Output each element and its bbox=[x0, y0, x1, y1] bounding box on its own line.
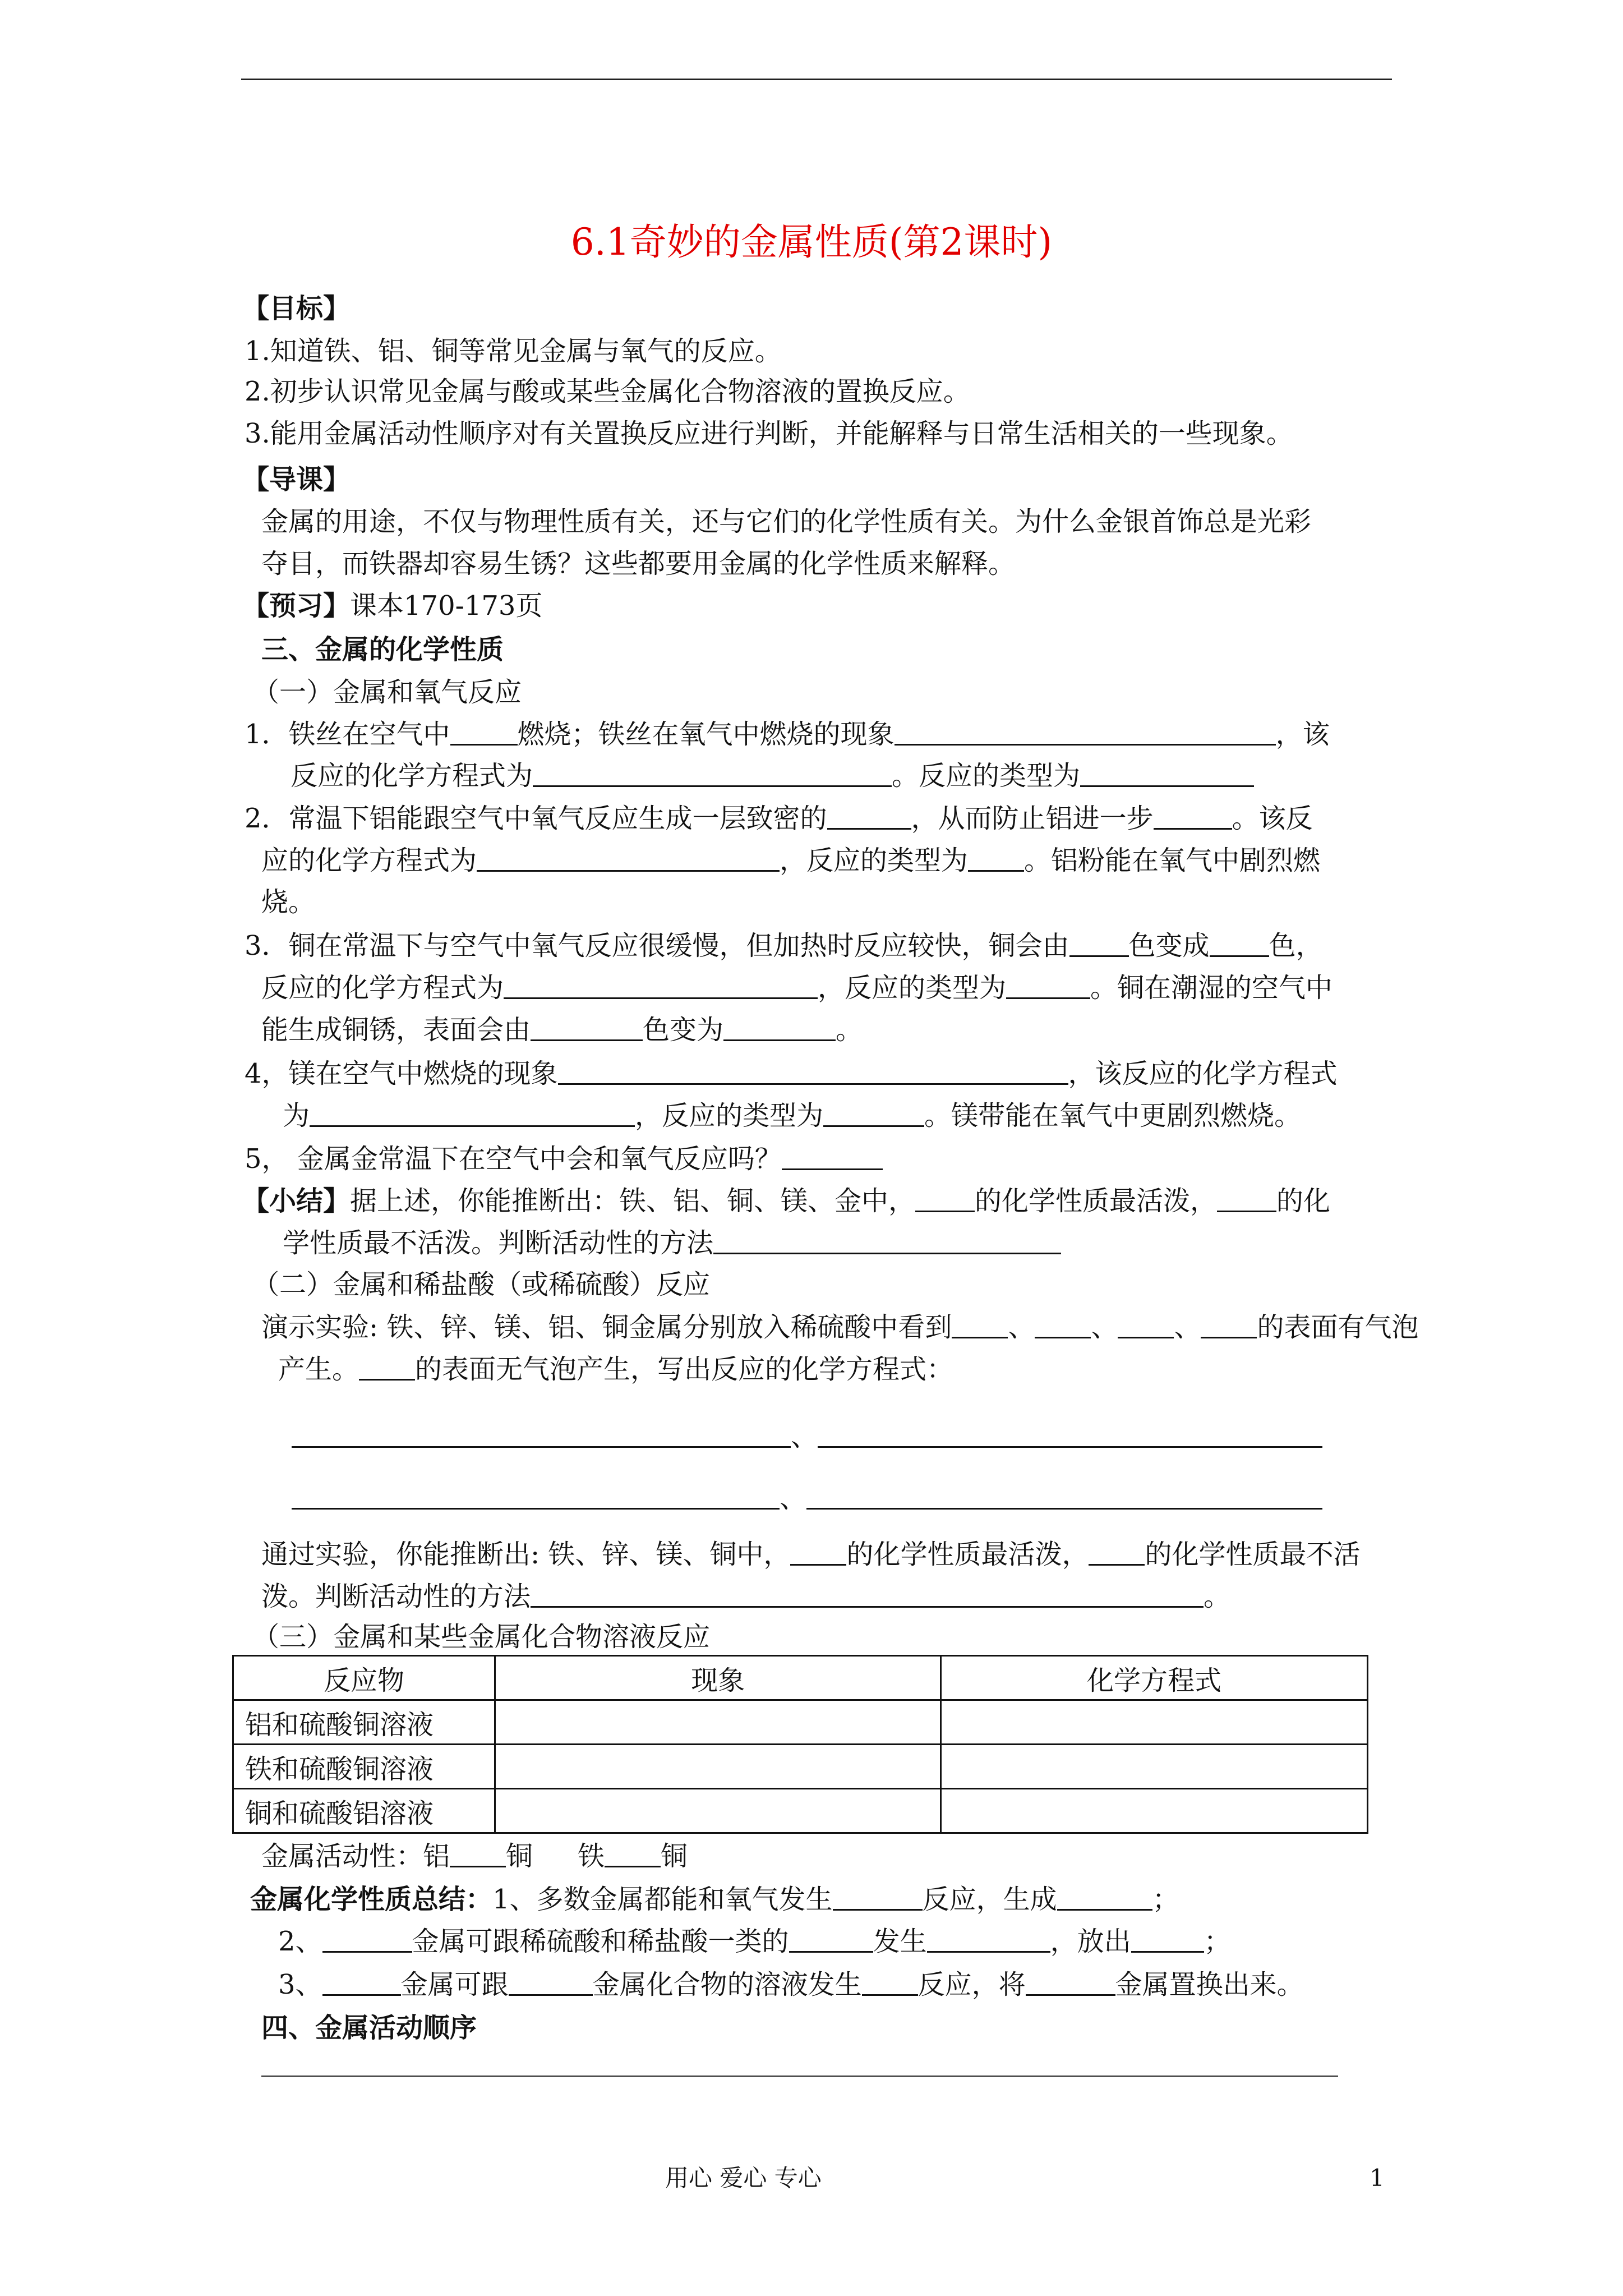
q1-line2: 反应的化学方程式为 。反应的类型为 bbox=[291, 758, 1254, 793]
q4-line2: 为 ，反应的类型为 。镁带能在氧气中更剧烈燃烧。 bbox=[283, 1098, 1301, 1133]
fill-blank[interactable] bbox=[504, 970, 818, 999]
fill-blank[interactable] bbox=[1026, 1967, 1115, 1996]
page-title: 6.1奇妙的金属性质(第2课时) bbox=[570, 220, 1053, 264]
fill-blank[interactable] bbox=[1201, 1310, 1257, 1338]
fill-blank[interactable] bbox=[359, 1352, 415, 1381]
fill-blank[interactable] bbox=[477, 843, 780, 872]
footer-rule bbox=[261, 2076, 1338, 2077]
fill-blank[interactable] bbox=[531, 1013, 643, 1041]
fill-blank[interactable] bbox=[1069, 928, 1129, 957]
goals-heading: 【目标】 bbox=[242, 293, 351, 324]
table-row bbox=[233, 1745, 1368, 1789]
preview-text: 课本170-173页 bbox=[350, 590, 543, 622]
fill-blank[interactable] bbox=[1006, 970, 1090, 999]
fill-blank[interactable] bbox=[1089, 1537, 1145, 1566]
chem-summary-line1: 金属化学性质总结：1、多数金属都能和氧气发生 反应，生成 ； bbox=[250, 1882, 1179, 1916]
fill-blank[interactable] bbox=[833, 1882, 923, 1911]
header-rule bbox=[241, 79, 1392, 80]
fill-blank[interactable] bbox=[915, 1184, 975, 1212]
summary-heading: 【小结】 bbox=[242, 1185, 351, 1217]
goal-item: 1.知道铁、铝、铜等常见金属与氧气的反应。 bbox=[245, 335, 782, 367]
reactant-cell: 铁和硫酸铜溶液 bbox=[233, 1745, 495, 1789]
phenomenon-cell[interactable] bbox=[495, 1745, 941, 1789]
fill-blank[interactable] bbox=[1210, 928, 1269, 957]
goal-item: 2.初步认识常见金属与酸或某些金属化合物溶液的置换反应。 bbox=[245, 376, 970, 407]
fill-blank[interactable] bbox=[723, 1013, 836, 1041]
summary-line1: 【小结】据上述，你能推断出：铁、铝、铜、镁、金中， 的化学性质最活泼， 的化 bbox=[242, 1184, 1330, 1218]
fill-blank[interactable] bbox=[927, 1924, 1050, 1953]
q1-line1: 1．铁丝在空气中 燃烧；铁丝在氧气中燃烧的现象 ，该 bbox=[245, 717, 1330, 751]
part2-heading: （二）金属和稀盐酸（或稀硫酸）反应 bbox=[252, 1269, 711, 1300]
equation-row-2: 、 bbox=[292, 1481, 1322, 1515]
goal-item: 3.能用金属活动性顺序对有关置换反应进行判断，并能解释与日常生活相关的一些现象。 bbox=[245, 418, 1293, 449]
q3-line1: 3．铜在常温下与空气中氧气反应很缓慢，但加热时反应较快，铜会由 色变成 色， bbox=[245, 928, 1323, 963]
table-row bbox=[233, 1700, 1368, 1745]
fill-blank[interactable] bbox=[1057, 1882, 1152, 1911]
fill-blank[interactable] bbox=[789, 1924, 873, 1953]
equation-cell[interactable] bbox=[941, 1789, 1368, 1833]
fill-blank[interactable] bbox=[1131, 1924, 1204, 1953]
demo-line2: 产生。 的表面无气泡产生，写出反应的化学方程式： bbox=[278, 1352, 953, 1386]
fill-blank[interactable] bbox=[509, 1967, 593, 1996]
q5-line: 5， 金属金常温下在空气中会和氧气反应吗？ bbox=[245, 1142, 883, 1176]
fill-blank[interactable] bbox=[450, 717, 518, 746]
fill-blank[interactable] bbox=[1035, 1310, 1091, 1338]
fill-blank[interactable] bbox=[322, 1924, 412, 1953]
fill-blank[interactable] bbox=[1118, 1310, 1174, 1338]
part3-heading: （三）金属和某些金属化合物溶液反应 bbox=[252, 1621, 711, 1653]
reactant-cell: 铝和硫酸铜溶液 bbox=[233, 1700, 495, 1745]
table-header: 化学方程式 bbox=[941, 1656, 1368, 1700]
fill-blank[interactable] bbox=[790, 1537, 846, 1566]
equation-blank[interactable] bbox=[292, 1419, 791, 1448]
demo-line1: 演示实验: 铁、锌、镁、铝、铜金属分别放入稀硫酸中看到 、 、 、 的表面有气泡 bbox=[261, 1310, 1419, 1344]
equation-blank[interactable] bbox=[806, 1481, 1322, 1510]
equation-row-1: 、 bbox=[292, 1419, 1322, 1453]
footer-motto: 用心 爱心 专心 bbox=[665, 2164, 822, 2192]
fill-blank[interactable] bbox=[531, 1579, 1204, 1608]
fill-blank[interactable] bbox=[605, 1839, 661, 1867]
fill-blank[interactable] bbox=[713, 1226, 1061, 1254]
preview-line bbox=[242, 589, 542, 623]
equation-cell[interactable] bbox=[941, 1745, 1368, 1789]
conclusion-line2: 泼。判断活动性的方法 。 bbox=[261, 1579, 1230, 1613]
fill-blank[interactable] bbox=[782, 1142, 883, 1170]
equation-blank[interactable] bbox=[292, 1481, 780, 1510]
fill-blank[interactable] bbox=[823, 1098, 924, 1127]
fill-blank[interactable] bbox=[322, 1967, 401, 1996]
phenomenon-cell[interactable] bbox=[495, 1700, 941, 1745]
fill-blank[interactable] bbox=[862, 1967, 918, 1996]
table-header: 现象 bbox=[495, 1656, 941, 1700]
q4-line1: 4，镁在空气中燃烧的现象 ，该反应的化学方程式 bbox=[245, 1056, 1338, 1091]
activity-line: 金属活动性：铝 铜 铁 铜 bbox=[261, 1839, 688, 1873]
chem-summary-line2: 2、 金属可跟稀硫酸和稀盐酸一类的 发生 ，放出 ； bbox=[278, 1924, 1231, 1958]
equation-cell[interactable] bbox=[941, 1700, 1368, 1745]
fill-blank[interactable] bbox=[533, 758, 892, 787]
equation-blank[interactable] bbox=[818, 1419, 1322, 1448]
section3-heading: 三、金属的化学性质 bbox=[261, 634, 504, 665]
conclusion-line1: 通过实验，你能推断出: 铁、锌、镁、铜中， 的化学性质最活泼， 的化学性质最不活 bbox=[261, 1537, 1360, 1571]
summary-line2: 学性质最不活泼。判断活动性的方法 bbox=[283, 1226, 1061, 1260]
phenomenon-cell[interactable] bbox=[495, 1789, 941, 1833]
fill-blank[interactable] bbox=[952, 1310, 1008, 1338]
chem-summary-line3: 3、 金属可跟 金属化合物的溶液发生 反应，将 金属置换出来。 bbox=[278, 1967, 1304, 2001]
intro-line: 夺目，而铁器却容易生锈？这些都要用金属的化学性质来解释。 bbox=[261, 548, 1016, 579]
fill-blank[interactable] bbox=[1154, 801, 1232, 830]
reaction-table bbox=[232, 1655, 1368, 1834]
reactant-cell: 铜和硫酸铝溶液 bbox=[233, 1789, 495, 1833]
table-row bbox=[233, 1789, 1368, 1833]
fill-blank[interactable] bbox=[310, 1098, 635, 1127]
table-header-row bbox=[233, 1656, 1368, 1700]
fill-blank[interactable] bbox=[450, 1839, 506, 1867]
page-number: 1 bbox=[1370, 2164, 1385, 2192]
preview-heading: 【预习】 bbox=[242, 590, 351, 622]
intro-heading: 【导课】 bbox=[242, 464, 351, 495]
chem-summary-heading: 金属化学性质总结： bbox=[250, 1884, 493, 1915]
table-header: 反应物 bbox=[233, 1656, 495, 1700]
q2-line1: 2．常温下铝能跟空气中氧气反应生成一层致密的 ，从而防止铝进一步 。该反 bbox=[245, 801, 1313, 835]
section4-heading: 四、金属活动顺序 bbox=[261, 2012, 477, 2044]
q3-line2: 反应的化学方程式为 ，反应的类型为 。铜在潮湿的空气中 bbox=[261, 970, 1332, 1005]
fill-blank[interactable] bbox=[558, 1056, 1068, 1085]
fill-blank[interactable] bbox=[895, 717, 1276, 746]
part1-heading: （一）金属和氧气反应 bbox=[252, 677, 522, 708]
q2-line2: 应的化学方程式为 ，反应的类型为 。铝粉能在氧气中剧烈燃 bbox=[261, 843, 1320, 877]
fill-blank[interactable] bbox=[968, 843, 1024, 872]
intro-line: 金属的用途，不仅与物理性质有关，还与它们的化学性质有关。为什么金银首饰总是光彩 bbox=[261, 506, 1312, 537]
fill-blank[interactable] bbox=[1217, 1184, 1276, 1212]
q2-line3: 烧。 bbox=[261, 886, 316, 918]
q3-line3: 能生成铜锈，表面会由 色变为 。 bbox=[261, 1013, 863, 1047]
fill-blank[interactable] bbox=[827, 801, 911, 830]
fill-blank[interactable] bbox=[1080, 758, 1254, 787]
